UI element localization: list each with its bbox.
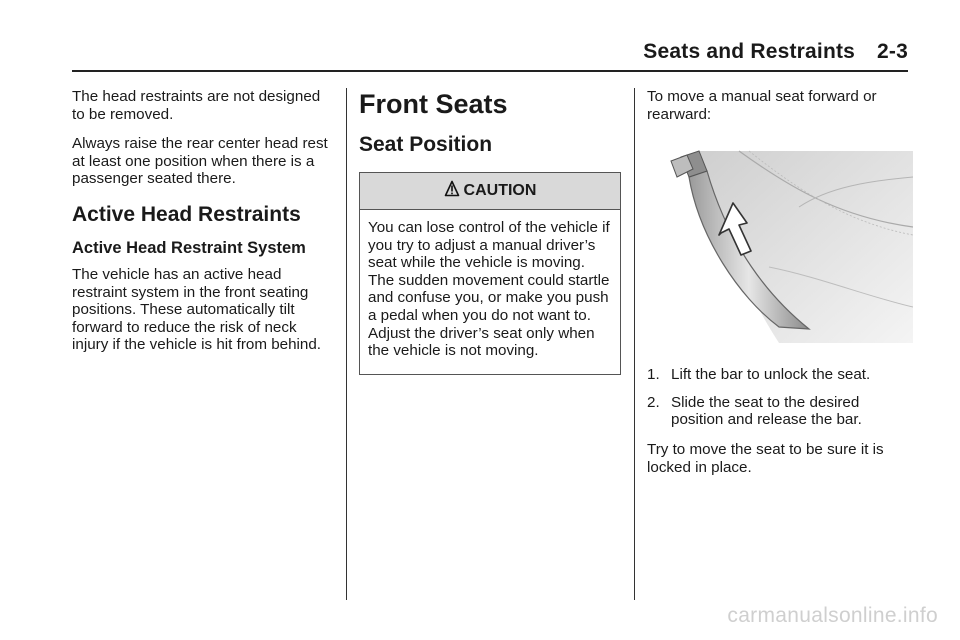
column-right: [647, 88, 909, 488]
caution-label: CAUTION: [463, 182, 537, 199]
step-number: 2.: [647, 393, 660, 411]
paragraph: Try to move the seat to be sure it is locked in place.: [647, 440, 884, 476]
caution-body: [360, 210, 620, 374]
watermark: carmanualsonline.info: [727, 604, 938, 627]
column-divider: [346, 88, 347, 600]
column-divider: [634, 88, 635, 600]
paragraph: The vehicle has an active head restraint system in the front seating positions. These automatically tilt forward to reduce the risk of neck injury if the vehicle is hit from behind.: [72, 265, 322, 354]
caution-header: [360, 173, 620, 210]
heading-front-seats: Front Seats: [359, 89, 508, 119]
heading-active-head-restraints: Active Head Restraints: [72, 202, 301, 226]
warning-triangle-icon: [444, 180, 460, 202]
list-item: [647, 366, 909, 384]
list-item: [647, 394, 909, 429]
heading-seat-position: Seat Position: [359, 133, 493, 156]
caution-text: You can lose control of the vehicle if you try to adjust a manual driver’s seat while the vehicle is moving. The sudden movement could startle and confuse you, or make you push a pedal when you do not want to. Adjust the driver’s seat only when the vehicle is not moving.: [368, 219, 610, 360]
heading-active-head-restraint-system: Active Head Restraint System: [72, 238, 306, 257]
steps-list: [647, 366, 909, 429]
step-text: Slide the seat to the desired position and release the bar.: [671, 393, 862, 429]
column-left: [72, 88, 334, 366]
page-number: 2-3: [877, 40, 908, 63]
paragraph: Always raise the rear center head rest at least one position when there is a passenger seated there.: [72, 135, 328, 188]
section-title: [643, 40, 908, 64]
seat-adjust-bar-illustration: [659, 147, 913, 343]
step-text: Lift the bar to unlock the seat.: [671, 366, 871, 384]
paragraph: To move a manual seat forward or rearward:: [647, 88, 877, 123]
section-title-text: Seats and Restraints: [643, 40, 856, 63]
page-header: [72, 36, 908, 72]
column-middle: [359, 88, 621, 375]
step-number: 1.: [647, 366, 660, 384]
paragraph: The head restraints are not designed to be removed.: [72, 88, 321, 123]
caution-box: [359, 172, 621, 375]
